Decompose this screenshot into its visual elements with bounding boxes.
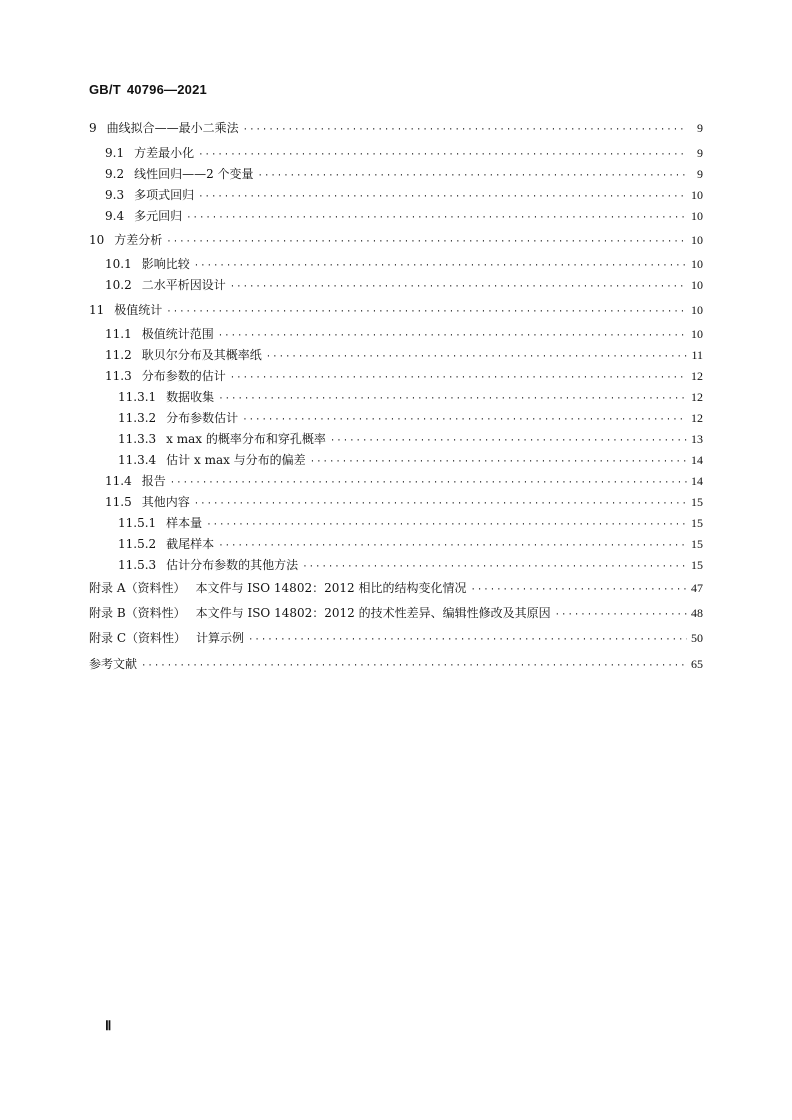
toc-title: 截尾样本 <box>166 537 215 551</box>
toc-entry[interactable] <box>0 300 792 320</box>
toc-title: 方差最小化 <box>134 146 195 160</box>
dot-leader <box>218 326 687 346</box>
toc-page: 10 <box>691 303 703 317</box>
toc-number: 附录 B（资料性） <box>89 606 186 620</box>
toc-title: 估计分布参数的其他方法 <box>166 558 299 572</box>
toc-title: 多元回归 <box>134 209 183 223</box>
toc-entry[interactable] <box>0 230 792 250</box>
toc-page: 12 <box>691 369 703 383</box>
toc-page: 10 <box>691 209 703 223</box>
toc-entry[interactable] <box>0 429 792 449</box>
toc-entry[interactable] <box>0 555 792 575</box>
dot-leader <box>266 347 687 367</box>
dot-leader <box>555 605 687 625</box>
toc-title: 报告 <box>141 474 166 488</box>
toc-number: 11.3.1 <box>118 390 157 404</box>
dot-leader <box>166 302 687 322</box>
toc-title: 极值统计 <box>114 303 163 317</box>
toc-entry[interactable] <box>0 628 792 648</box>
toc-title: 计算示例 <box>196 631 245 645</box>
toc-number: 11.5.1 <box>118 516 157 530</box>
toc-number: 附录 C（资料性） <box>89 631 186 645</box>
toc-number: 11.5 <box>105 495 132 509</box>
dot-leader <box>141 656 687 676</box>
toc-entry[interactable] <box>0 534 792 554</box>
toc-entry[interactable] <box>0 387 792 407</box>
toc-number: 11.5.2 <box>118 537 157 551</box>
dot-leader <box>170 473 687 493</box>
toc-page: 48 <box>691 606 703 620</box>
toc-title: 方差分析 <box>114 233 163 247</box>
toc-number: 9.4 <box>105 209 125 223</box>
toc-entry[interactable] <box>0 345 792 365</box>
toc-title: 极值统计范围 <box>141 327 214 341</box>
toc-entry[interactable] <box>0 603 792 623</box>
toc-title: 数据收集 <box>166 390 215 404</box>
toc-entry[interactable] <box>0 164 792 184</box>
toc-page: 10 <box>691 233 703 247</box>
standard-code: GB/T <box>89 82 121 97</box>
toc-entry[interactable] <box>0 471 792 491</box>
toc-page: 10 <box>691 278 703 292</box>
toc-entry[interactable] <box>0 118 792 138</box>
page-number: Ⅱ <box>105 1018 112 1033</box>
toc-title: 耿贝尔分布及其概率纸 <box>141 348 262 362</box>
toc-number: 附录 A（资料性） <box>89 581 186 595</box>
toc-number: 9 <box>89 121 97 135</box>
dot-leader <box>258 166 687 186</box>
toc-page: 65 <box>691 657 703 671</box>
dot-leader <box>218 536 687 556</box>
toc-page: 47 <box>691 581 703 595</box>
toc-page: 15 <box>691 558 703 572</box>
toc-title: 二水平析因设计 <box>141 278 226 292</box>
toc-page: 10 <box>691 257 703 271</box>
toc-page: 12 <box>691 411 703 425</box>
toc-entry[interactable] <box>0 492 792 512</box>
dot-leader <box>230 368 687 388</box>
dot-leader <box>206 515 687 535</box>
dot-leader <box>248 630 687 650</box>
toc-number: 9.3 <box>105 188 125 202</box>
toc-number: 11.5.3 <box>118 558 157 572</box>
dot-leader <box>302 557 687 577</box>
dot-leader <box>243 120 687 140</box>
toc-number: 10 <box>89 233 105 247</box>
toc-entry[interactable] <box>0 654 792 674</box>
toc-page: 15 <box>691 495 703 509</box>
toc-entry[interactable] <box>0 254 792 274</box>
toc-entry[interactable] <box>0 206 792 226</box>
toc-number: 11.3 <box>105 369 132 383</box>
standard-number: 40796—2021 <box>126 82 207 97</box>
toc-title: 分布参数估计 <box>166 411 239 425</box>
toc-entry[interactable] <box>0 408 792 428</box>
toc-number: 11.3.2 <box>118 411 157 425</box>
toc-title: x max 的概率分布和穿孔概率 <box>166 432 326 446</box>
toc-title: 本文件与 ISO 14802：2012 的技术性差异、编辑性修改及其原因 <box>195 606 551 620</box>
toc-entry[interactable] <box>0 366 792 386</box>
toc-number: 9.1 <box>105 146 125 160</box>
dot-leader <box>186 208 687 228</box>
dot-leader <box>470 580 687 600</box>
dot-leader <box>194 494 687 514</box>
toc-title: 分布参数的估计 <box>141 369 226 383</box>
toc-entry[interactable] <box>0 324 792 344</box>
toc-title: 影响比较 <box>141 257 190 271</box>
toc-number: 11.3.3 <box>118 432 157 446</box>
toc-page: 10 <box>691 327 703 341</box>
toc-entry[interactable] <box>0 143 792 163</box>
toc-entry[interactable] <box>0 513 792 533</box>
dot-leader <box>310 452 687 472</box>
toc-number: 11.2 <box>105 348 132 362</box>
toc-page: 15 <box>691 537 703 551</box>
dot-leader <box>198 187 687 207</box>
dot-leader <box>330 431 687 451</box>
toc-page: 11 <box>691 348 703 362</box>
toc-number: 11.3.4 <box>118 453 157 467</box>
toc-number: 10.2 <box>105 278 132 292</box>
toc-page: 14 <box>691 453 703 467</box>
toc-page: 13 <box>691 432 703 446</box>
toc-title: 估计 x max 与分布的偏差 <box>166 453 306 467</box>
toc-entry[interactable] <box>0 185 792 205</box>
toc-title: 多项式回归 <box>134 188 195 202</box>
dot-leader <box>230 277 687 297</box>
toc-number: 11 <box>89 303 105 317</box>
toc-page: 12 <box>691 390 703 404</box>
toc-entry[interactable] <box>0 578 792 598</box>
toc-title: 其他内容 <box>141 495 190 509</box>
dot-leader <box>166 232 687 252</box>
toc-page: 9 <box>697 121 703 135</box>
toc-number: 11.1 <box>105 327 132 341</box>
toc-page: 14 <box>691 474 703 488</box>
toc-page: 10 <box>691 188 703 202</box>
toc-page: 50 <box>691 631 703 645</box>
toc-number: 11.4 <box>105 474 132 488</box>
dot-leader <box>218 389 687 409</box>
toc-entry[interactable] <box>0 450 792 470</box>
toc-entry[interactable] <box>0 275 792 295</box>
dot-leader <box>198 145 687 165</box>
toc-number: 参考文献 <box>89 657 138 671</box>
toc-page: 15 <box>691 516 703 530</box>
toc-title: 线性回归——2 个变量 <box>134 167 254 181</box>
dot-leader <box>194 256 687 276</box>
toc-page: 9 <box>697 167 703 181</box>
dot-leader <box>242 410 687 430</box>
toc-page: 9 <box>697 146 703 160</box>
toc-title: 样本量 <box>166 516 203 530</box>
toc-title: 本文件与 ISO 14802：2012 相比的结构变化情况 <box>195 581 467 595</box>
toc-title: 曲线拟合——最小二乘法 <box>106 121 239 135</box>
toc-number: 10.1 <box>105 257 132 271</box>
toc-number: 9.2 <box>105 167 125 181</box>
